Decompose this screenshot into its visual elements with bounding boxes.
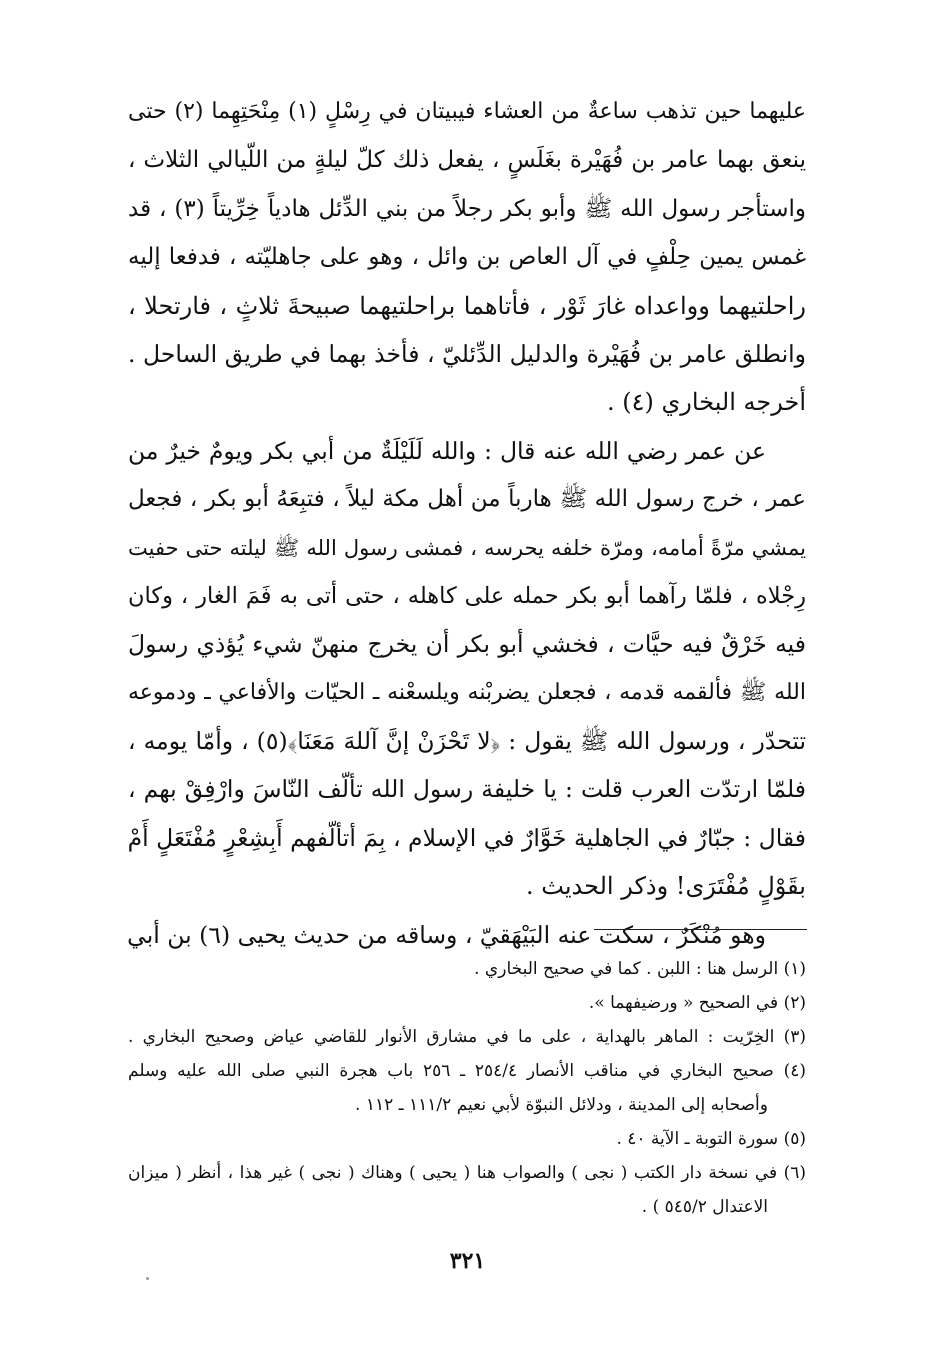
text-line: عمر ، خرج رسول الله ﷺ هارباً من أهل مكة ليلاً ، فتبِعَهُ أبو بكر ، فجعل — [128, 486, 806, 513]
text-line: وهو مُنْكَرٌ ، سكت عنه البَيْهَقيّ ، وساقه من حديث يحيى (٦) بن أبي — [127, 920, 766, 949]
scan-speck — [146, 1277, 149, 1280]
main-text — [128, 88, 806, 959]
text-line: واستأجر رسول الله ﷺ وأبو بكر رجلاً من بني الدِّئل هادياً خِرِّيتاً (٣) ، قد — [128, 195, 807, 222]
footnote-line: (٥) سورة التوبة ـ الآية ٤٠ . — [616, 1129, 806, 1149]
text-line: أخرجه البخاري (٤) . — [607, 388, 806, 417]
footnote-line: وأصحابه إلى المدينة ، ودلائل النبوّة لأبي نعيم ١١١/٢ ـ ١١٢ . — [355, 1095, 768, 1115]
footnote-line: (١) الرسل هنا : اللبن . كما في صحيح البخاري . — [474, 959, 806, 979]
footnote-line: (٣) الخِرّيت : الماهر بالهداية ، على ما في مشارق الأنوار للقاضي عياض وصحيح البخاري . — [128, 1027, 806, 1047]
footnote-line: (٢) في الصحيح « ورضيفهما ». — [588, 993, 806, 1013]
text-line: وانطلق عامر بن فُهَيْرة والدليل الدِّئليّ ، فأخذ بهما في طريق الساحل . — [128, 339, 806, 368]
text-line: عليهما حين تذهب ساعةٌ من العشاء فيبيتان في رِسْلٍ (١) مِنْحَتِهِما (٢) حتى — [128, 99, 806, 124]
footnotes — [128, 952, 806, 1224]
text-line: يمشي مرّةً أمامه، ومرّة خلفه يحرسه ، فمشى رسول الله ﷺ ليلته حتى حفيت — [128, 535, 806, 560]
text-line: الله ﷺ فألقمه قدمه ، فجعلن يضربْنه ويلسعْنه ـ الحيّات والأفاعي ـ ودموعه — [128, 679, 806, 705]
text-line: راحلتيهما وواعداه غارَ ثَوْر ، فأتاهما براحلتيهما صبيحةَ ثلاثٍ ، فارتحلا ، — [128, 291, 807, 320]
text-line: غمس يمين حِلْفٍ في آل العاص بن وائل ، وهو على جاهليّته ، فدفعا إليه — [128, 244, 806, 271]
text-line: تتحدّر ، ورسول الله ﷺ يقول : ﴿لا تَحْزَنْ إنَّ آللهَ مَعَنَا﴾(٥) ، وأمّا يومه ، — [128, 727, 806, 756]
footnote-separator — [594, 929, 807, 930]
text-line: ينعق بهما عامر بن فُهَيْرة بغَلَسٍ ، يفعل ذلك كلّ ليلةٍ من اللّيالي الثلاث ، — [128, 147, 806, 174]
footnote-line: (٦) في نسخة دار الكتب ( نجى ) والصواب هنا ( يحيى ) وهناك ( نجى ) غير هذا ، أنظر ( ميزان — [128, 1163, 806, 1183]
text-line: فلمّا ارتدّت العرب قلت : يا خليفة رسول الله تألّف النّاسَ وارْفِقْ بهم ، — [128, 775, 806, 804]
footnote-line: الاعتدال ٥٤٥/٢ ) . — [641, 1197, 768, 1217]
page-number: ٣٢١ — [449, 1248, 486, 1274]
text-line: بقَوْلٍ مُفْتَرَى! وذكر الحديث . — [526, 872, 806, 901]
footnote-line: (٤) صحيح البخاري في مناقب الأنصار ٢٥٤/٤ ـ ٢٥٦ باب هجرة النبي صلى الله عليه وسلم — [128, 1061, 806, 1081]
text-line: عن عمر رضي الله عنه قال : والله لَلَيْلَةٌ من أبي بكر ويومٌ خيرٌ من — [128, 436, 766, 465]
text-line: فقال : جبّارٌ في الجاهلية خَوَّارٌ في الإسلام ، بِمَ أتألّفهم أَبِشِعْرٍ مُفْتَعَلٍ أَمْ — [127, 823, 806, 852]
text-line: فيه خَرْقٌ فيه حيَّات ، فخشي أبو بكر أن يخرج منهنّ شيء يُؤذي رسولَ — [128, 630, 806, 659]
text-line: رِجْلاه ، فلمّا رآهما أبو بكر حمله على كاهله ، حتى أتى به فَمَ الغار ، وكان — [128, 582, 806, 609]
